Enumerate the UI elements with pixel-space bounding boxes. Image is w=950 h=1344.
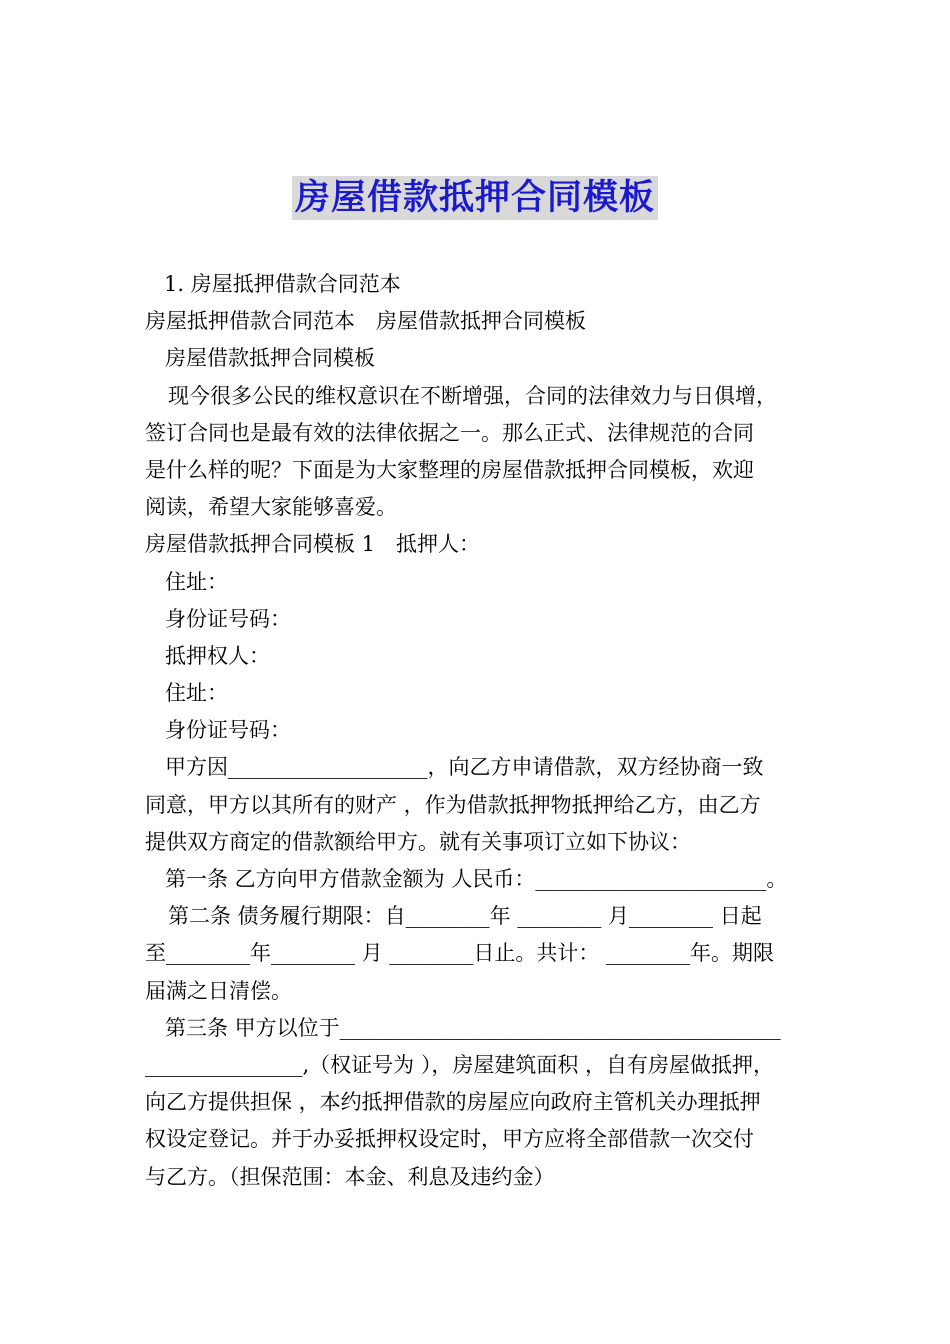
document-title: 房屋借款抵押合同模板 [292,176,658,220]
subtitle-line: 房屋抵押借款合同范本 房屋借款抵押合同模板 [145,309,586,334]
article-2-line: 第二条 债务履行期限：自________年 ________ 月________ 日起 [168,904,762,929]
section-heading: 1. 房屋抵押借款合同范本 [164,272,401,296]
article-2-line: 届满之日清偿。 [145,978,292,1003]
article-2-line: 至________年________ 月 ________日止。共计： ________年。期限 [145,941,775,966]
article-3-line: 与乙方。（担保范围：本金、利息及违约金） [145,1164,555,1189]
intro-paragraph-line: 签订合同也是最有效的法律依据之一。那么正式、法律规范的合同 [145,420,754,445]
mortgagee-id-field: 身份证号码： [165,718,291,743]
title-container [0,176,950,220]
mortgagee-field: 抵押权人： [165,643,270,668]
article-1-line: 第一条 乙方向甲方借款金额为 人民币：______________________。 [165,867,788,891]
agreement-paragraph-line: 提供双方商定的借款额给甲方。就有关事项订立如下协议： [145,829,691,854]
intro-paragraph-line: 是什么样的呢？下面是为大家整理的房屋借款抵押合同模板，欢迎 [145,457,754,482]
agreement-paragraph-line: 甲方因___________________，向乙方申请借款，双方经协商一致 [165,755,764,780]
article-3-line: _______________,（权证号为 ），房屋建筑面积 ，自有房屋做抵押， [145,1052,775,1077]
article-3-line: 第三条 甲方以位于__________________________________________ [165,1015,781,1040]
mortgagor-address-field: 住址： [165,569,228,594]
template-heading: 房屋借款抵押合同模板 1 抵押人： [145,532,481,557]
mortgagee-address-field: 住址： [165,681,228,706]
article-3-line: 权设定登记。并于办妥抵押权设定时，甲方应将全部借款一次交付 [145,1127,754,1152]
mortgagor-id-field: 身份证号码： [165,606,291,631]
article-3-line: 向乙方提供担保 ，本约抵押借款的房屋应向政府主管机关办理抵押 [145,1090,761,1115]
contract-name-line: 房屋借款抵押合同模板 [165,346,375,371]
intro-paragraph-line: 阅读，希望大家能够喜爱。 [145,495,397,520]
intro-paragraph-line: 现今很多公民的维权意识在不断增强，合同的法律效力与日俱增， [168,383,777,408]
document-body [145,266,825,1196]
agreement-paragraph-line: 同意，甲方以其所有的财产 ，作为借款抵押物抵押给乙方，由乙方 [145,792,761,817]
